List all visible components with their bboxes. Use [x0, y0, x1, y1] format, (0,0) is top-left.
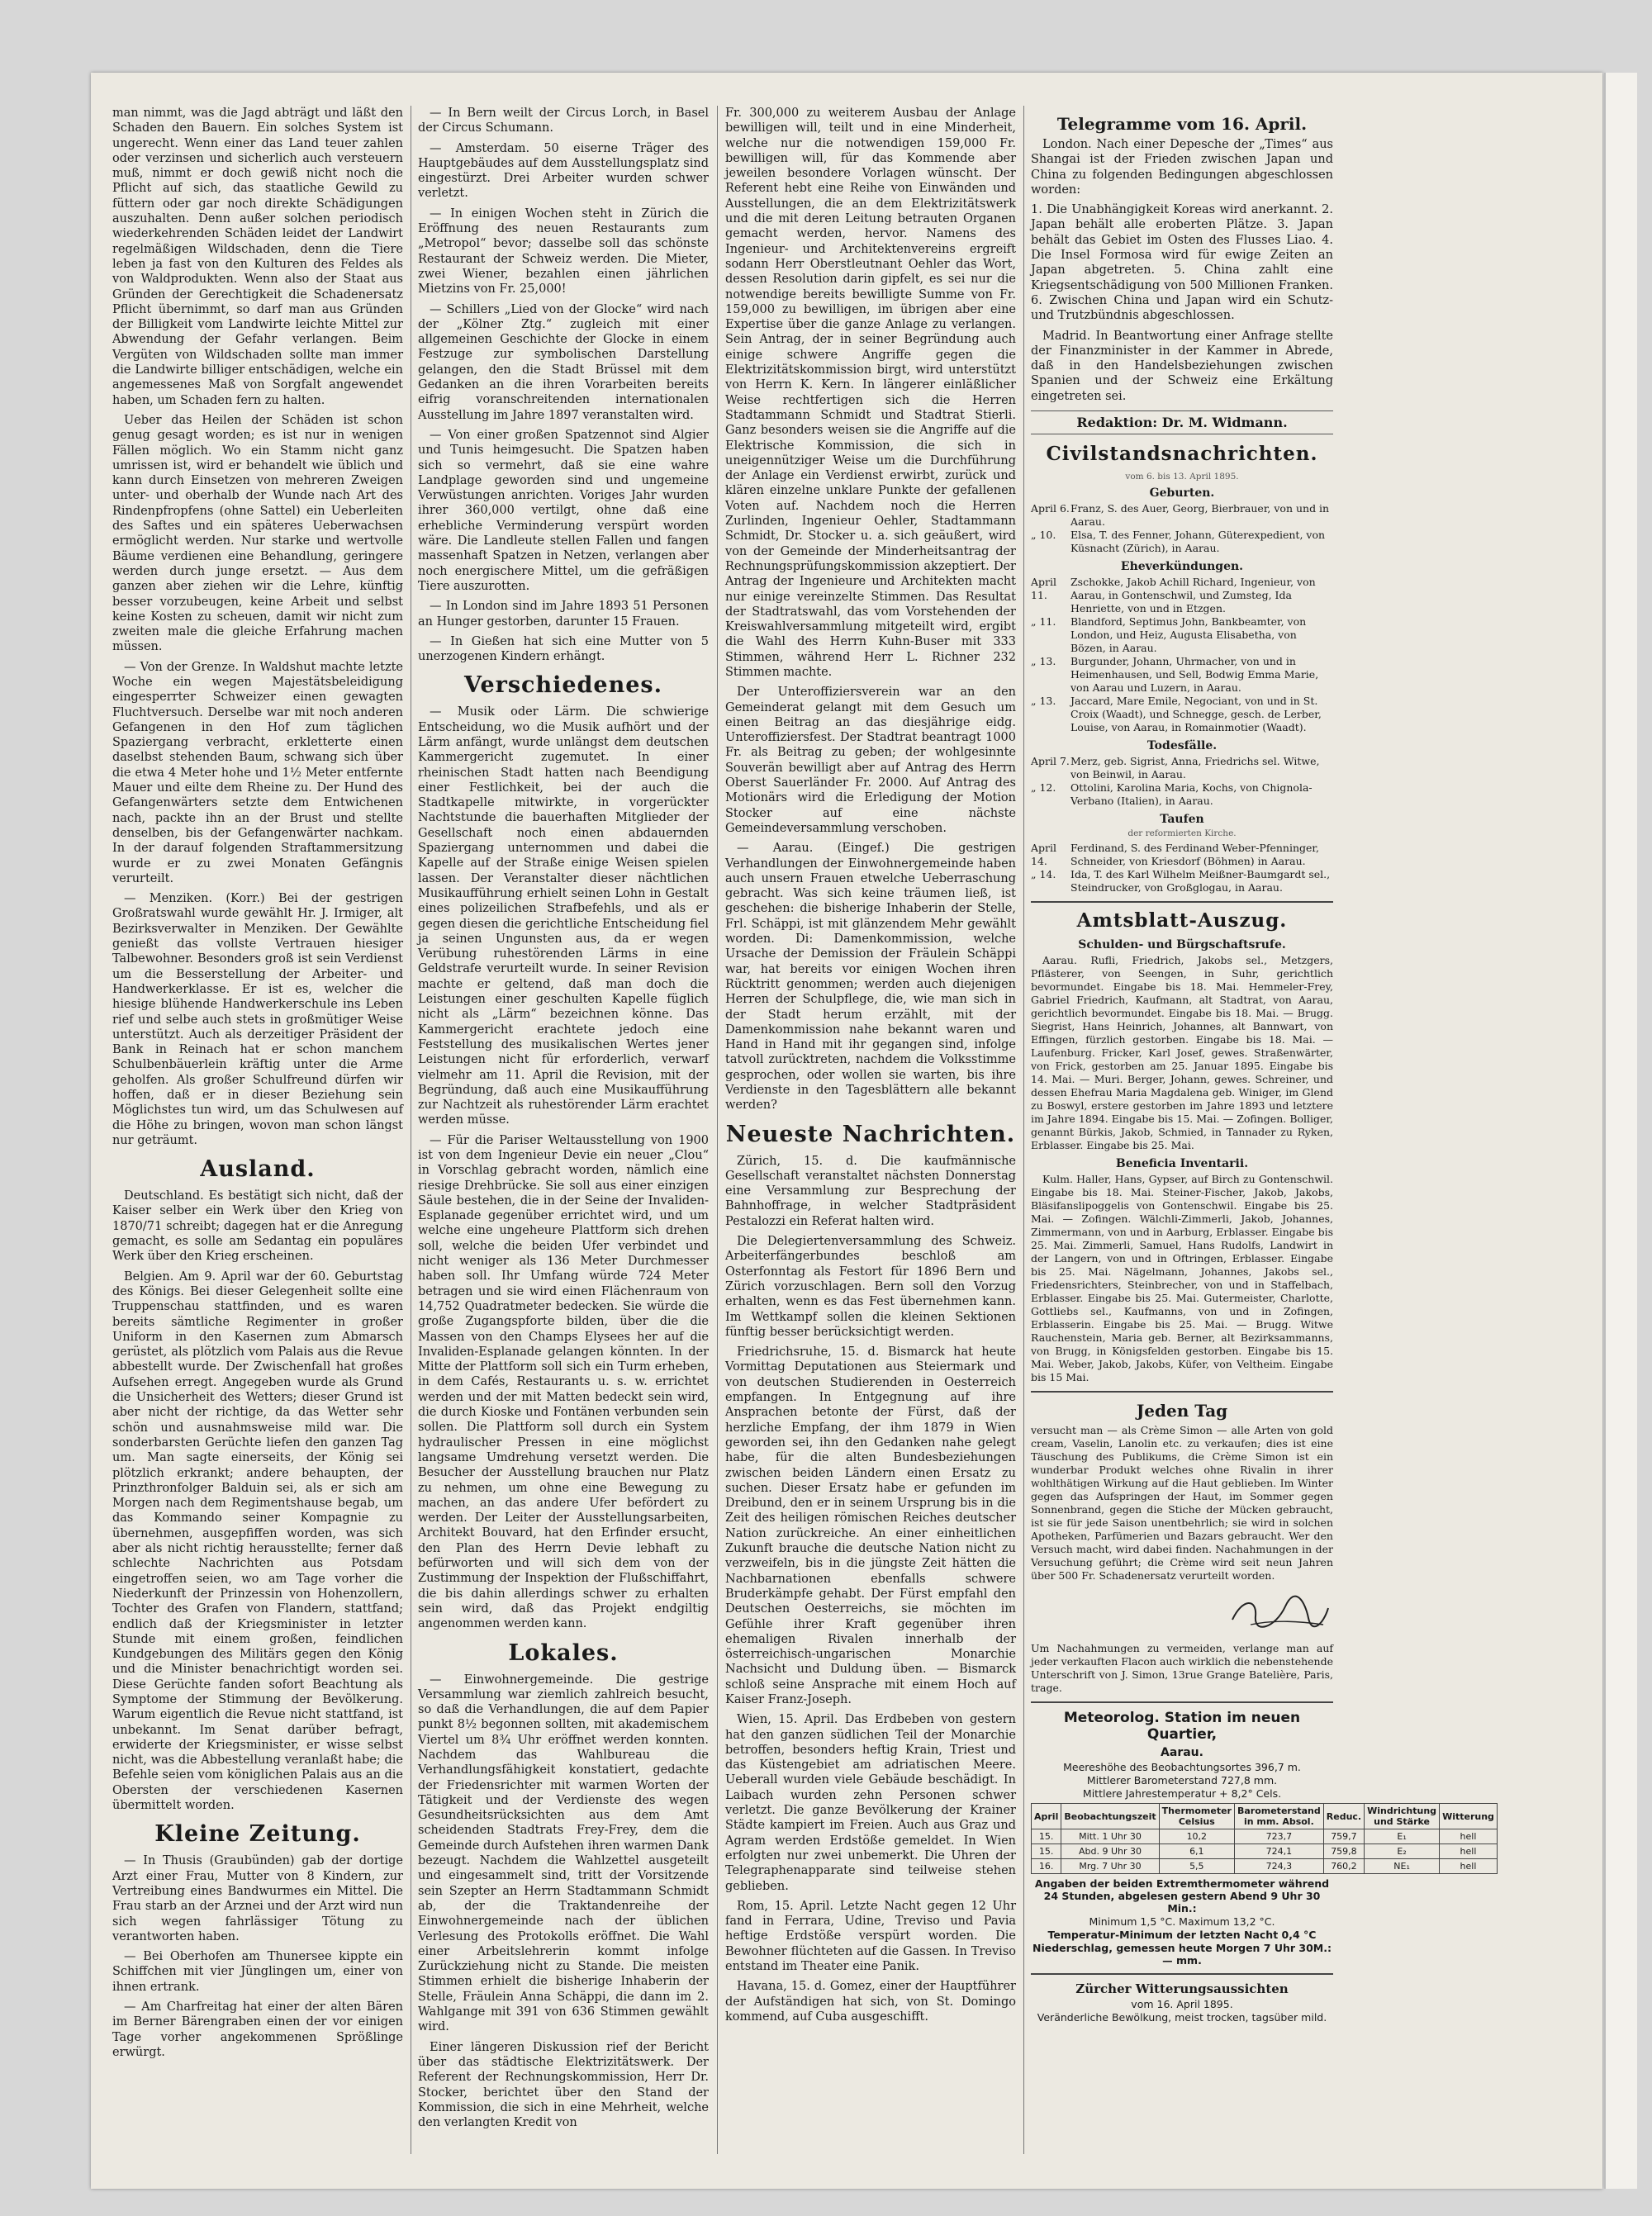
- ad-text: versucht man — als Crème Simon — alle Arten von gold cream, Vaselin, Lanolin etc. zu verkaufen; dies ist eine Täuschung des Publikums, die Crème Simon ist ein wunderbar Produkt welches ohne Rivalin in ihrer wohlthätigen Wirkung auf die Haut geblieben. Im Winter gegen das Aufspringen der Haut, im Sommer gegen Sonnenbrand, gegen die Stiche der Mücken gebraucht, ist sie für jede Saison unentbehrlich; sie wird in solchen Apotheken, Parfümerien und Bazars gebraucht. Wer den Versuch macht, wird dabei finden. Nachahmungen in der Versuchung geführt; die Crème wird seit neun Jahren über 500 Fr. Schadenersatz verurteilt worden.: [1031, 1424, 1333, 1583]
- section-heading-neueste-nachrichten: Neueste Nachrichten.: [725, 1121, 1016, 1147]
- article-paragraph: Zürich, 15. d. Die kaufmännische Gesellschaft veranstaltet nächsten Donnerstag eine Versammlung zur Besprechung der Bahnhoffrage, in welcher Stadtpräsident Pestalozzi ein Referat halten wird.: [725, 1154, 1016, 1228]
- section-heading-verschiedenes: Verschiedenes.: [463, 672, 663, 699]
- list-item: April 14. Ferdinand, S. des Ferdinand Weber-Pfenninger, Schneider, von Kriesdorf (Böhmen) in Aarau.: [1031, 842, 1319, 868]
- article-paragraph: — In Gießen hat sich eine Mutter von 5 unerzogenen Kindern erhängt.: [418, 634, 709, 664]
- ad-footer: Um Nachahmungen zu vermeiden, verlange man auf jeder verkauften Flacon auch wirklich die nebenstehende Unterschrift von J. Simon, 13rue Grange Batelière, Paris, trage.: [1031, 1642, 1333, 1695]
- table-row: 15. Abd. 9 Uhr 30 6,1 724,1 759,8 E₂ hell: [1032, 1844, 1498, 1859]
- divider: [1031, 901, 1333, 903]
- weather-info: Temperatur-Minimum der letzten Nacht 0,4 °C: [1047, 1929, 1317, 1942]
- column-4: [1031, 106, 1494, 2162]
- article-paragraph: Einer längeren Diskussion rief der Bericht über das städtische Elektrizitätswerk. Der Referent der Rechnungskommission, Herr Dr. Stocker, berichtet über den Stand der Kommission, die sich in eine Mehrheit, welche den verlangten Kredit von: [418, 2040, 709, 2130]
- subheading-geburten: Geburten.: [1149, 486, 1215, 501]
- article-paragraph: London. Nach einer Depesche der „Times“ aus Shangai ist der Frieden zwischen Japan und China zu folgenden Bedingungen abgeschlossen worden:: [1031, 138, 1333, 197]
- signature-image: [1031, 1587, 1333, 1637]
- article-paragraph: — Einwohnergemeinde. Die gestrige Versammlung war ziemlich zahlreich besucht, so daß die Verhandlungen, die auf dem Papier punkt 8½ begonnen sollten, mit akademischem Viertel um 8¾ Uhr eröffnet werden konnten. Nachdem das Wahlbureau die Verhandlungsfähigkeit konstatiert, gedachte der Friedensrichter mit warmen Worten der Tätigkeit und der Verdienste des wegen Gesundheitsrücksichten aus dem Amt scheidenden Stadtrats Frey-Frey, dem die Gemeinde durch Aufstehen ihren warmen Dank bezeugt. Nachdem die Wahlzettel ausgeteilt und eingesammelt sind, tritt der Vorsitzende sein Szepter an Herrn Stadtammann Schmidt ab, der die Traktandenreihe der Einwohnergemeinde nach der üblichen Verlesung des Protokolls eröffnet. Die Wahl einer Arbeitslehrerin kommt infolge Zurückziehung nicht zu Stande. Die meisten Stimmen erhielt die bisherige Inhaberin der Stelle, Fräulein Anna Schäppi, die dann im 2. Wahlgange mit 391 von 636 Stimmen gewählt wird.: [418, 1673, 709, 2034]
- subheading-eheverkuendungen: Eheverkündungen.: [1120, 560, 1244, 574]
- list-item: „ 13. Jaccard, Mare Emile, Negociant, von und in St. Croix (Waadt), und Schnegge, gesch. de Lerber, Louise, von Aarau, in Romainmotier (Waadt).: [1031, 695, 1322, 734]
- subheading-taufen-sub: der reformierten Kirche.: [1127, 828, 1237, 839]
- article-paragraph: — Schillers „Lied von der Glocke“ wird nach der „Kölner Ztg.“ zugleich mit einer allgemeinen Geschichte der Glocke in einem Festzuge zur symbolischen Darstellung gelangen, den die Stadt Brüssel mit dem Gedanken an die ihren Vorarbeiten bereits eifrig voranschreitenden internationalen Ausstellung im Jahre 1897 veranstalten wird.: [418, 302, 709, 422]
- article-paragraph: Rom, 15. April. Letzte Nacht gegen 12 Uhr fand in Ferrara, Udine, Treviso und Pavia heftige Erdstöße verspürt worden. Die Bewohner flüchteten auf die Gassen. In Treviso entstand im Theater eine Panik.: [725, 1899, 1016, 1974]
- section-heading-kleine-zeitung: Kleine Zeitung.: [154, 1821, 361, 1848]
- divider: [1031, 1701, 1333, 1703]
- article-paragraph: — Bei Oberhofen am Thunersee kippte ein Schiffchen mit vier Jünglingen um, einer von ihnen ertrank.: [112, 1950, 403, 1994]
- divider: [1031, 1391, 1333, 1393]
- forecast-text: Veränderliche Bewölkung, meist trocken, tagsüber mild.: [1037, 2011, 1327, 2024]
- weather-info: Meereshöhe des Beobachtungsortes 396,7 m.: [1063, 1761, 1301, 1774]
- column-3: [725, 106, 1016, 2162]
- section-heading-ausland: Ausland.: [200, 1156, 316, 1183]
- article-paragraph: Friedrichsruhe, 15. d. Bismarck hat heute Vormittag Deputationen aus Steiermark und von deutschen Studierenden in Oesterreich empfangen. In Entgegnung auf ihre Ansprachen betonte der Fürst, daß der herzliche Empfang, der ihm 1879 in Wien geworden sei, ihn den Gedanken nahe gelegt habe, für die alten Bundesbeziehungen zwischen beiden Ländern einen Ersatz zu suchen. Dieser Ersatz habe er gefunden im Dreibund, den er in seinem Ursprung bis in die Zeit des heiligen römischen Reiches deutscher Nation zurückreiche. An einer einheitlichen Zukunft brauche die deutsche Nation nicht zu verzweifeln, bis in die jüngste Zeit hätten die Nachbarnationen ebenfalls schwere Bruderkämpfe gehabt. Der Fürst empfahl den Deutschen Oesterreichs, sie möchten im Gefühle ihrer Kraft gegenüber ihren ehemaligen Rivalen innerhalb der österreichisch-ungarischen Monarchie Nachsicht und Duldung üben. — Bismarck schloß seine Ansprache mit einem Hoch auf Kaiser Franz-Joseph.: [725, 1345, 1016, 1706]
- ad-heading-jeden-tag: Jeden Tag: [1136, 1401, 1228, 1421]
- list-item: „ 12. Ottolini, Karolina Maria, Kochs, von Chignola-Verbano (Italien), in Aarau.: [1031, 781, 1313, 808]
- article-paragraph: — Musik oder Lärm. Die schwierige Entscheidung, wo die Musik aufhört und der Lärm anfängt, wurde unlängst dem deutschen Kammergericht zugemutet. In einer rheinischen Stadt hatten nach Beendigung einer Festlichkeit, bei der auch die Stadtkapelle mitwirkte, in vorgerückter Nachtstunde die bauerhaften Mitglieder der Gesellschaft noch einen abdauernden Spaziergang unternommen und dabei die Kapelle auf der Straße einige Weisen spielen lassen. Der Veranstalter dieser nächtlichen Musikaufführung erhielt seinen Lohn in Gestalt eines polizeilichen Strafbefehls, und als er gegen diesen die gerichtliche Entscheidung fiel ja seinen Ungunsten aus, da er wegen Verübung ruhestörenden Lärms in eine Geldstrafe verurteilt wurde. In seiner Revision machte er geltend, daß man doch die Leistungen einer geschulten Kapelle füglich nicht als „Lärm“ bezeichnen könne. Das Kammergericht erachtete jedoch eine Feststellung des musikalischen Wertes jener Leistungen nicht für erforderlich, verwarf vielmehr am 11. April die Revision, mit der Begründung, daß auch eine Musikaufführung zur Nachtzeit als ruhestörender Lärm erachtet werden müsse.: [418, 705, 709, 1127]
- column-1: [112, 106, 403, 2162]
- article-paragraph: Kulm. Haller, Hans, Gypser, auf Birch zu Gontenschwil. Eingabe bis 18. Mai. Steiner-Fischer, Jakob, Jakobs, Bläsifanslipoggelis von Gontenschwil. Eingabe bis 25. Mai. — Zofingen. Wälchli-Zimmerli, Jakob, Johannes, Zimmermann, von und in Aarburg, Erblasser. Eingabe bis 25. Mai. Zimmerli, Samuel, Hans Rudolfs, Landwirt in der Langern, von und in Oftringen, Erblasser. Eingabe bis 25. Mai. Nägelmann, Johannes, Jakobs sel., Friedensrichters, Steinbrecher, von und in Staffelbach, Erblasser. Eingabe bis 25. Mai. Gutermeister, Charlotte, Gottliebs sel., Kaufmanns, von und in Zofingen, Erblasserin. Eingabe bis 25. Mai. — Brugg. Witwe Rauchenstein, Maria geb. Berner, alt Bezirksammanns, von Brugg, in Königsfelden gestorben. Eingabe bis 15. Mai. Weber, Jakob, Jakobs, Küfer, von Veltheim. Eingabe bis 15 Mai.: [1031, 1173, 1333, 1384]
- article-paragraph: Fr. 300,000 zu weiterem Ausbau der Anlage bewilligen will, teilt und in eine Minderheit, welche nur die notwendigen 159,000 Fr. bewilligen will, für das Kommende aber jeweilen besondere Vorlagen wünscht. Der Referent hebt eine Reihe von Einwänden und Ausstellungen, die an dem Elektrizitätswerk und die mit deren Leitung betrauten Organen gemacht werden, hervor. Namens des Ingenieur- und Architektenvereins ergreift sodann Herr Oberstleutnant Oehler das Wort, dessen Resolution darin gipfelt, es sei nur die notwendige bereits bewilligte Summe von Fr. 159,000 zu bewilligen, im übrigen aber eine Expertise über die ganze Anlage zu verlangen. Sein Antrag, der in seiner Begründung auch einige schwere Angriffe gegen die Elektrizitätskommission birgt, wird unterstützt von Herrn K. Kern. In längerer einläßlicher Weise rechtfertigen sich die Herren Stadtammann Schmidt und Stadtrat Stierli. Ganz besonders weisen sie die Angriffe auf die Elektrische Kommission, die sich in uneigennütziger Weise um die Durchführung der Anlage ein Verdienst erwirbt, zurück und klären einzelne unklare Punkte der gefallenen Voten auf. Nachdem noch die Herren Zurlinden, Ingenieur Oehler, Stadtammann Schmidt, Dr. Stocker u. a. sich geäußert, wird von der Gemeinde der Minderheitsantrag der Rechnungsprüfungskommission akzeptiert. Der Antrag der Ingenieure und Architekten macht nur einige vereinzelte Stimmen. Das Resultat der Stadtratswahl, das vom Vorstehenden der Kreiswahlversammlung mitgeteilt wird, ergibt die Wahl des Herrn Kuhn-Buser mit 333 Stimmen, während Herr L. Richner 232 Stimmen machte.: [725, 107, 1016, 679]
- article-paragraph: — In Bern weilt der Circus Lorch, in Basel der Circus Schumann.: [418, 107, 709, 135]
- article-paragraph: Die Delegiertenversammlung des Schweiz. Arbeiterfängerbundes beschloß am Osterfonntag als Festort für 1896 Bern und Zürich vorzuschlagen. Bern soll den Vorzug erhalten, wenn es das Fest übernehmen kann. Im Wettkampf sollen die kleinen Sektionen fünftig besser berücksichtigt werden.: [725, 1235, 1016, 1339]
- list-item: „ 13. Burgunder, Johann, Uhrmacher, von und in Heimenhausen, und Sell, Bodwig Emma Marie, von Aarau und Luzern, in Aarau.: [1031, 655, 1319, 695]
- table-row: 15. Mitt. 1 Uhr 30 10,2 723,7 759,7 E₁ hell: [1032, 1829, 1498, 1844]
- article-paragraph: 1. Die Unabhängigkeit Koreas wird anerkannt. 2. Japan behält alle eroberten Plätze. 3. Japan behält das Gebiet im Osten des Flusses Liao. 4. Die Insel Formosa wird für ewige Zeiten an Japan abgetreten. 5. China zahlt eine Kriegsentschädigung von 500 Millionen Franken. 6. Zwischen China und Japan wird ein Schutz- und Trutzbündnis abgeschlossen.: [1031, 203, 1333, 323]
- list-item: April 6. Franz, S. des Auer, Georg, Bierbrauer, von und in Aarau.: [1031, 502, 1330, 529]
- column-rule: [717, 106, 718, 2154]
- date-range: vom 6. bis 13. April 1895.: [1125, 472, 1239, 482]
- list-item: April 11. Zschokke, Jakob Achill Richard, Ingenieur, von Aarau, in Gontenschwil, und Zumsteg, Ida Henriette, von und in Etzgen.: [1031, 576, 1316, 615]
- weather-info: Minimum 1,5 °C. Maximum 13,2 °C.: [1089, 1915, 1275, 1929]
- weather-info: Mittlere Jahrestemperatur + 8,2° Cels.: [1082, 1787, 1282, 1801]
- signature-icon: [1226, 1592, 1333, 1633]
- forecast-date: vom 16. April 1895.: [1131, 1998, 1233, 2011]
- weather-info: Angaben der beiden Extremthermometer während 24 Stunden, abgelesen gestern Abend 9 Uhr 30 Min.:: [1034, 1877, 1330, 1915]
- article-paragraph: — Aarau. (Eingef.) Die gestrigen Verhandlungen der Einwohnergemeinde haben auch unsern Frauen etwelche Ueberraschung gebracht. Was sich keine träumen ließ, ist geschehen: die bisherige Inhaberin der Stelle, Frl. Schäppi, ist mit glänzendem Mehr gewählt worden. Di: Damenkommission, welche Ursache der Demission der Fräulein Schäppi war, hat bereits vor einigen Wochen ihren Rücktritt genommen; werden auch diejenigen Herren der Schulpflege, die, wie man sich in der Stadt herum erzählt, mit der Damenkommission nahe bekannt waren und Hand in Hand mit ihr gegangen sind, infolge tatvoll zurücktreten, nachdem die Volksstimme gesprochen, oder wollen sie warten, bis ihre Verdienste in den Tagesblättern alle bekannt werden?: [725, 842, 1016, 1113]
- subheading-todesfaelle: Todesfälle.: [1146, 739, 1218, 753]
- subheading-taufen: Taufen: [1160, 813, 1204, 827]
- section-heading-amtsblatt: Amtsblatt-Auszug.: [1076, 909, 1288, 932]
- newspaper-page: [91, 73, 1602, 2189]
- article-paragraph: Aarau. Rufli, Friedrich, Jakobs sel., Metzgers, Pflästerer, von Seengen, in Suhr, gerichtlich bevormundet. Eingabe bis 18. Mai. Hemmeler-Frey, Gabriel Friedrich, Kaufmann, alt Stadtrat, von Aarau, gerichtlich bevormundet. Eingabe bis 18. Mai. — Brugg. Siegrist, Hans Heinrich, Johannes, alt Bannwart, von Effingen, fürzlich gestorben. Eingabe bis 18. Mai. — Laufenburg. Fricker, Karl Josef, gewes. Straßenwärter, von Frick, gestorben am 25. Januar 1895. Eingabe bis 14. Mai. — Muri. Berger, Johann, gewes. Schreiner, und dessen Ehefrau Maria Magdalena geb. Winiger, im Glend zu Boswyl, erstere gestorben im Jahre 1893 und letztere im Jahre 1894. Eingabe bis 15. Mai. — Zofingen. Bolliger, genannt Bürkis, Jakob, Schmied, in Tannader zu Ryken, Erblasser. Eingabe bis 25. Mai.: [1031, 954, 1333, 1152]
- weather-station-place: Aarau.: [1161, 1746, 1203, 1760]
- article-paragraph: — Von der Grenze. In Waldshut machte letzte Woche ein wegen Majestätsbeleidigung eingesperrter Schweizer einen gewagten Fluchtversuch. Derselbe war mit noch anderen Gefangenen in den Hof zum täglichen Spaziergang verbracht, erkletterte einen daselbst stehenden Baum, schwang sich über die etwa 4 Meter hohe und 1½ Meter entfernte Mauer und eilte dem Rheine zu. Der Hund des Gefangenwärters setzte dem Entwichenen nach, packte ihn an der Brust und stellte denselben, bis der Gefangenwärter nachkam. In der darauf folgenden Straftammersitzung wurde er zu zwei Monaten Gefängnis verurteilt.: [112, 660, 403, 885]
- weather-info: Niederschlag, gemessen heute Morgen 7 Uhr 30M.: — mm.: [1032, 1942, 1332, 1967]
- article-paragraph: Belgien. Am 9. April war der 60. Geburtstag des Königs. Bei dieser Gelegenheit sollte eine Truppenschau stattfinden, und es waren bereits sämtliche Regimenter in großer Uniform in den Kasernen zum Abmarsch gerüstet, als plötzlich vom Palais aus die Revue abbestellt wurde. Der Zwischenfall hat großes Aufsehen erregt. Angegeben wurde als Grund die Unsicherheit des Wetters; dieser Grund ist aber nicht der richtige, da das Wetter sehr schön und ausnahmsweise mild war. Die sonderbarsten Gerüchte liefen den ganzen Tag um. Man sagte einerseits, der König sei plötzlich erkrankt; andere behaupten, der Prinzthronfolger Balduin sei, als er sich am Morgen nach dem Regimentshause begab, um das Kommando seiner Kompagnie zu übernehmen, ausgepfiffen worden, was sich aber als nicht richtig herausstellte; ferner daß schlechte Nachrichten aus Potsdam eingetroffen seien, wo am Tage vorher die Niederkunft der Prinzessin von Hohenzollern, Tochter des Grafen von Flandern, stattfand; endlich daß der Kriegsminister in letzter Stunde mit einem großen, feindlichen Kundgebungen des Militärs gegen den König und die Minister benachrichtigt worden sei. Diese Gerüchte fanden sofort Beachtung als Symptome der Stimmung der Bevölkerung. Warum eigentlich die Revue nicht stattfand, ist unbekannt. Im Senat darüber befragt, erwiderte der Kriegsminister, er wisse selbst nicht, was die Abbestellung veranlaßt habe; die Befehle seien vom königlichen Palais aus an die Obersten der verschiedenen Kasernen übermittelt worden.: [112, 1269, 403, 1813]
- editor-line: Redaktion: Dr. M. Widmann.: [1031, 410, 1333, 434]
- article-paragraph: Ueber das Heilen der Schäden ist schon genug gesagt worden; es ist nur in wenigen Fällen möglich. Wo ein Stamm nicht ganz umrissen ist, wird er behandelt wie üblich und kann durch Einsetzen von mehreren Zweigen unter- und oberhalb der Wunde nach Art des Rindenpfropfens (ohne Sattel) ein Ueberleiten des Saftes und ein späteres Ueberwachsen ermöglicht werden. Nur starke und wertvolle Bäume verdienen eine Behandlung, geringere werden durch junge ersetzt. — Aus dem ganzen aber ziehen wir die Lehre, künftig besser vorzubeugen, keine Arbeit und selbst keine Kosten zu scheuen, damit wir nicht zum zweiten male die gleiche Erfahrung machen müssen.: [112, 413, 403, 654]
- article-paragraph: — Für die Pariser Weltausstellung von 1900 ist von dem Ingenieur Devie ein neuer „Clou“ in Vorschlag gebracht worden, nämlich eine riesige Drehbrücke. Sie soll aus einer einzigen Säule bestehen, die in der Seine der Invaliden-Esplanade gegenüber errichtet wird, und um welche eine ungeheure Plattform sich drehen soll, welche die beiden Ufer verbindet und nicht weniger als 136 Meter Durchmesser haben soll. Ihr Umfang würde 724 Meter betragen und sie wird einen Flächenraum von 14,752 Quadratmeter bedecken. Sie würde die große Zugangspforte bilden, über die die Massen von den Champs Elysees her auf die Invaliden-Esplanade gelangen könnten. In der Mitte der Plattform soll sich ein Turm erheben, in dem Cafés, Restaurants u. s. w. errichtet werden und der mit Matten bedeckt sein wird, die durch Kioske und Fontänen verbunden sein sollen. Die Plattform soll durch ein System hydraulischer Pressen in eine möglichst langsame Umdrehung versetzt werden. Die Besucher der Ausstellung brauchen nur Platz zu nehmen, um ohne eine Bewegung zu machen, an das andere Ufer befördert zu werden. Der Leiter der Ausstellungsarbeiten, Architekt Bouvard, hat den Erfinder ersucht, den Plan des Herrn Devie lebhaft zu befürworten und will sich dem von der Zustimmung der Inspektion der Flußschiffahrt, die bis dahin allerdings schwer zu erhalten sein wird, daß das Projekt endgiltig angenommen werden kann.: [418, 1133, 709, 1631]
- weather-station: [1031, 1710, 1494, 2024]
- article-paragraph: Wien, 15. April. Das Erdbeben von gestern hat den ganzen südlichen Teil der Monarchie betroffen, besonders heftig Krain, Triest und das Küstengebiet am adriatischen Meere. Ueberall wurden viele Gebäude beschädigt. In Laibach wurden zehn Personen schwer verletzt. Die ganze Bevölkerung der Krainer Städte kampiert im Freien. Auch aus Graz und Agram werden Erdstöße gemeldet. In Wien erfolgten nur zwei unbemerkt. Die Uhren der Telegraphenapparate sind teilweise stehen geblieben.: [725, 1713, 1016, 1893]
- article-paragraph: Madrid. In Beantwortung einer Anfrage stellte der Finanzminister in der Kammer in Abrede, daß in den Handelsbeziehungen zwischen Spanien und der Schweiz eine Erkältung eingetreten sei.: [1031, 329, 1333, 403]
- list-item: „ 11. Blandford, Septimus John, Bankbeamter, von London, und Heiz, Augusta Elisabetha, von Bözen, in Aarau.: [1031, 615, 1307, 655]
- article-paragraph: — Amsterdam. 50 eiserne Träger des Hauptgebäudes auf dem Ausstellungsplatz sind eingestürzt. Drei Arbeiter wurden schwer verletzt.: [418, 141, 709, 201]
- divider: [1031, 1973, 1333, 1975]
- article-paragraph: Deutschland. Es bestätigt sich nicht, daß der Kaiser selber ein Werk über den Krieg von 1870/71 schreibt; dagegen hat er die Anregung gemacht, es solle am Sedantag ein populäres Werk über den Krieg erscheinen.: [112, 1189, 403, 1264]
- list-item: „ 14. Ida, T. des Karl Wilhelm Meißner-Baumgardt sel., Steindrucker, von Großglogau, in Aarau.: [1031, 868, 1331, 894]
- table-row: 16. Mrg. 7 Uhr 30 5,5 724,3 760,2 NE₁ hell: [1032, 1859, 1498, 1874]
- section-heading-lokales: Lokales.: [508, 1639, 619, 1666]
- table-header-row: April Beobachtungszeit Thermometer Celsius Barometerstand in mm. Absol. Reduc. Windrichtung und Stärke Witterung: [1032, 1804, 1498, 1829]
- subheading-schuldenrufe: Schulden- und Bürgschaftsrufe.: [1078, 938, 1286, 952]
- section-heading-telegramme: Telegramme vom 16. April.: [1056, 114, 1308, 134]
- article-paragraph: — Menziken. (Korr.) Bei der gestrigen Großratswahl wurde gewählt Hr. J. Irmiger, alt Bezirksverwalter in Menziken. Der Gewählte genießt das vollste Vertrauen hiesiger Talbewohner. Besonders groß ist sein Verdienst um die Besserstellung der Arbeiter- und Handwerkerklasse. Er ist es, welcher die hiesige blühende Handwerkerschule ins Leben rief und selbe auch stets in großmütiger Weise unterstützt. Auch als derzeitiger Präsident der Bank in Reinach hat er schon manchem Schulbenbäuerlein kräftig unter die Arme geholfen. Als großer Schulfreund dürfen wir hoffen, daß er in dieser Beziehung sein Möglichstes tun wird, um das Schulwesen auf die Höhe zu bringen, wovon man schon längst nur geträumt.: [112, 892, 403, 1147]
- list-item: „ 10. Elsa, T. des Fenner, Johann, Güterexpedient, von Küsnacht (Zürich), in Aarau.: [1031, 529, 1326, 555]
- subheading-beneficia: Beneficia Inventarii.: [1115, 1157, 1249, 1171]
- weather-station-title: Meteorolog. Station im neuen Quartier,: [1063, 1710, 1301, 1744]
- article-paragraph: man nimmt, was die Jagd abträgt und läßt den Schaden den Bauern. Ein solches System ist ungerecht. Wenn einer das Land teuer zahlen oder verzinsen und sicherlich auch versteuern muß, nimmt er doch gewiß nicht noch die Pflicht auf sich, das staatliche Gewild zu füttern oder gar noch direkte Schädigungen auszuhalten. Denn außer solchen periodisch wiederkehrenden Schäden leidet der Landwirt regelmäßigen Wildschaden, denn die Tiere leben ja fast von den Kulturen des Feldes als von Waldprodukten. Wenn also der Staat aus Gründen der Gerechtigkeit die Schadenersatz Pflicht übernimmt, so darf man aus Gründen der Billigkeit vom Landwirte leichte Mittel zur Abwendung der Gefahr verlangen. Beim Vergüten von Wildschaden sollte man immer die Landwirte billiger entschädigen, welche ein angemessenes Maß von Sorgfalt angewendet haben, um Schaden fern zu halten.: [112, 107, 403, 407]
- article-paragraph: — In London sind im Jahre 1893 51 Personen an Hunger gestorben, darunter 15 Frauen.: [418, 600, 709, 629]
- article-paragraph: Havana, 15. d. Gomez, einer der Hauptführer der Aufständigen hat sich, von St. Domingo kommend, auf Cuba ausgeschifft.: [725, 1980, 1016, 2024]
- column-rule: [1023, 106, 1024, 2154]
- page-edge: [1604, 73, 1637, 2189]
- forecast-title: Zürcher Witterungsaussichten: [1075, 1981, 1289, 1997]
- article-paragraph: — Am Charfreitag hat einer der alten Bären im Berner Bärengraben einen der vor einigen Tage vorher angekommenen Sprößlinge erwürgt.: [112, 2000, 403, 2059]
- article-paragraph: Der Unteroffiziersverein war an den Gemeinderat gelangt mit dem Gesuch um einen Beitrag an das diesjährige eidg. Unteroffiziersfest. Der Stadtrat beantragt 1000 Fr. als Beitrag zu geben; der wohlgesinnte Souverän bewilligt aber auf Antrag des Herrn Oberst Sauerländer Fr. 2000. Auf Antrag des Motionärs wird die Erledigung der Motion Stocker auf eine nächste Gemeindeversammlung verschoben.: [725, 686, 1016, 835]
- weather-info: Mittlerer Barometerstand 727,8 mm.: [1086, 1774, 1278, 1787]
- column-2: [418, 106, 709, 2162]
- article-paragraph: — In einigen Wochen steht in Zürich die Eröffnung des neuen Restaurants zum „Metropol“ bevor; dasselbe soll das schönste Restaurant der Schweiz werden. Die Mieter, zwei Wiener, bezahlen einen jährlichen Mietzins von Fr. 25,000!: [418, 206, 709, 297]
- article-paragraph: — Von einer großen Spatzennot sind Algier und Tunis heimgesucht. Die Spatzen haben sich so vermehrt, daß sie eine wahre Landplage geworden sind und ungemeine Verwüstungen anrichten. Voriges Jahr wurden ihrer 360,000 vertilgt, ohne daß eine erhebliche Verminderung verspürt worden wäre. Die Landleute stellen Fallen und fangen massenhaft Spatzen in Netzen, verlangen aber noch energischere Mittel, um die gefräßigen Tiere auszurotten.: [418, 428, 709, 593]
- weather-table: [1031, 1803, 1498, 1874]
- section-heading-civilstand: Civilstandsnachrichten.: [1046, 443, 1318, 466]
- article-paragraph: — In Thusis (Graubünden) gab der dortige Arzt einer Frau, Mutter von 8 Kindern, zur Vertreibung eines Bandwurmes ein Mittel. Die Frau starb an der Arznei und der Arzt wird nun sich wegen fahrlässiger Tötung zu verantworten haben.: [112, 1854, 403, 1943]
- list-item: April 7. Merz, geb. Sigrist, Anna, Friedrichs sel. Witwe, von Beinwil, in Aarau.: [1031, 755, 1320, 781]
